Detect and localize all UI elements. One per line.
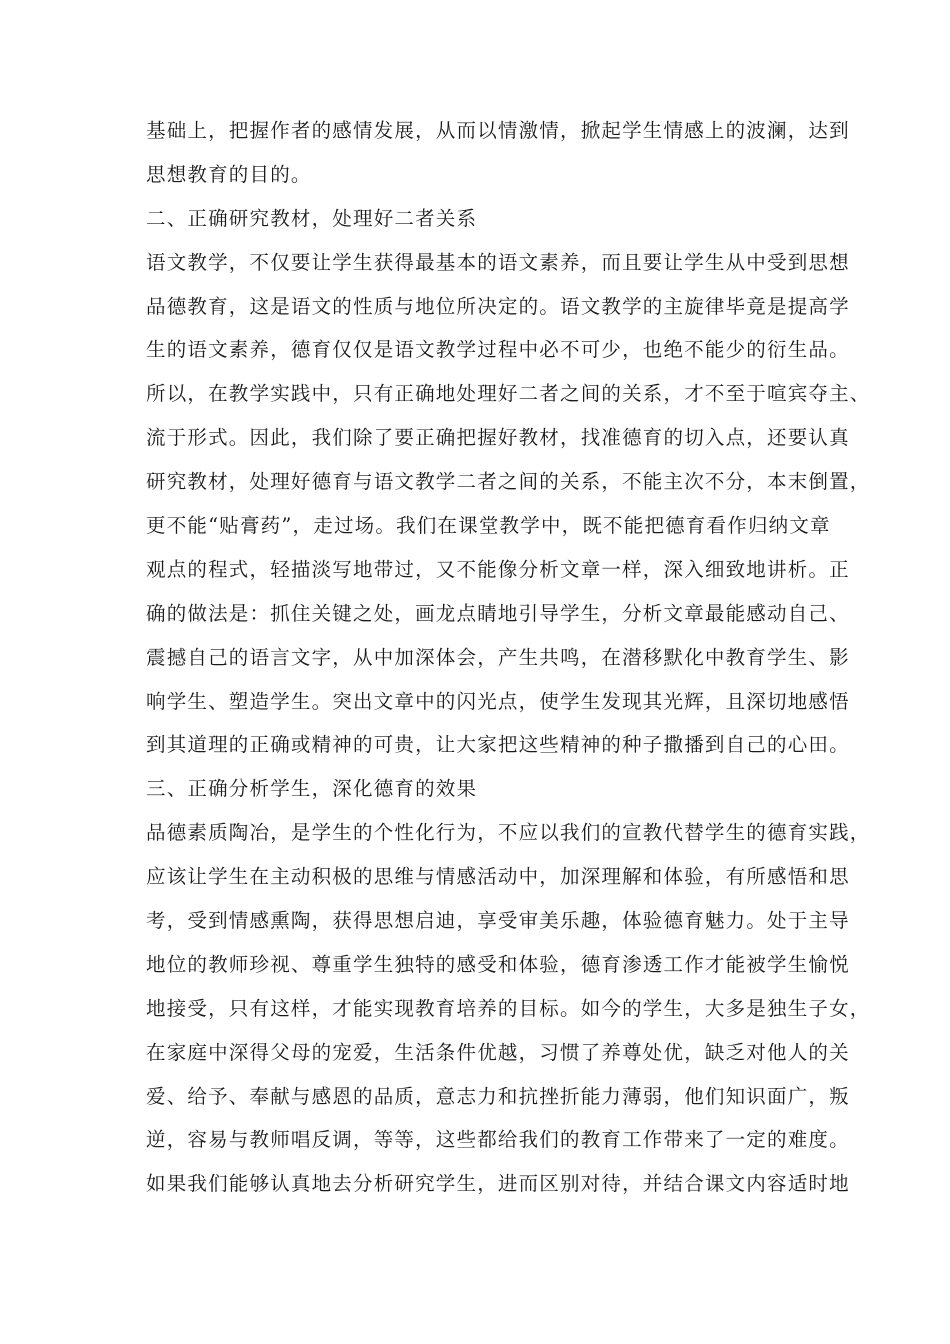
text-line: 震撼自己的语言文字，从中加深体会，产生共鸣，在潜移默化中教育学生、影 (146, 645, 850, 669)
text-line: 品德素质陶冶，是学生的个性化行为，不应以我们的宣教代替学生的德育实践， (146, 821, 871, 845)
text-line: 思想教育的目的。 (146, 162, 312, 186)
text-line: 语文教学，不仅要让学生获得最基本的语文素养，而且要让学生从中受到思想 (146, 250, 850, 274)
text-line: 地接受，只有这样，才能实现教育培养的目标。如今的学生，大多是独生子女， (146, 996, 871, 1020)
text-line: 研究教材，处理好德育与语文教学二者之间的关系，不能主次不分，本末倒置， (146, 470, 871, 494)
body-text (146, 109, 871, 1206)
section-heading: 二、正确研究教材，处理好二者关系 (146, 206, 478, 230)
text-line: 地位的教师珍视、尊重学生独特的感受和体验，德育渗透工作才能被学生愉悦 (146, 952, 850, 976)
text-line: 基础上，把握作者的感情发展，从而以情激情，掀起学生情感上的波澜，达到 (146, 119, 850, 142)
text-line: 应该让学生在主动积极的思维与情感活动中，加深理解和体验，有所感悟和思 (146, 865, 850, 889)
text-line: 所以，在教学实践中，只有正确地处理好二者之间的关系，才不至于喧宾夺主、 (146, 382, 871, 406)
text-line: 考，受到情感熏陶，获得思想启迪，享受审美乐趣，体验德育魅力。处于主导 (146, 909, 850, 933)
text-line: 如果我们能够认真地去分析研究学生，进而区别对待，并结合课文内容适时地 (146, 1172, 850, 1196)
text-line: 逆，容易与教师唱反调，等等，这些都给我们的教育工作带来了一定的难度。 (146, 1128, 850, 1152)
section-heading: 三、正确分析学生，深化德育的效果 (146, 777, 478, 801)
text-line: 更不能“贴膏药”，走过场。我们在课堂教学中，既不能把德育看作归纳文章 (146, 514, 831, 538)
text-line: 在家庭中深得父母的宠爱，生活条件优越，习惯了养尊处优，缺乏对他人的关 (146, 1040, 850, 1064)
text-line: 响学生、塑造学生。突出文章中的闪光点，使学生发现其光辉，且深切地感悟 (146, 689, 850, 713)
text-line: 生的语文素养，德育仅仅是语文教学过程中必不可少，也绝不能少的衍生品。 (146, 338, 850, 362)
text-line: 观点的程式，轻描淡写地带过，又不能像分析文章一样，深入细致地讲析。正 (146, 557, 850, 581)
text-line: 确的做法是：抓住关键之处，画龙点睛地引导学生，分析文章最能感动自己、 (146, 601, 850, 625)
text-line: 到其道理的正确或精神的可贵，让大家把这些精神的种子撒播到自己的心田。 (146, 733, 850, 757)
text-line: 爱、给予、奉献与感恩的品质，意志力和抗挫折能力薄弱，他们知识面广，叛 (146, 1084, 850, 1108)
text-line: 流于形式。因此，我们除了要正确把握好教材，找准德育的切入点，还要认真 (146, 426, 850, 450)
text-line: 品德教育，这是语文的性质与地位所决定的。语文教学的主旋律毕竟是提高学 (146, 294, 850, 318)
